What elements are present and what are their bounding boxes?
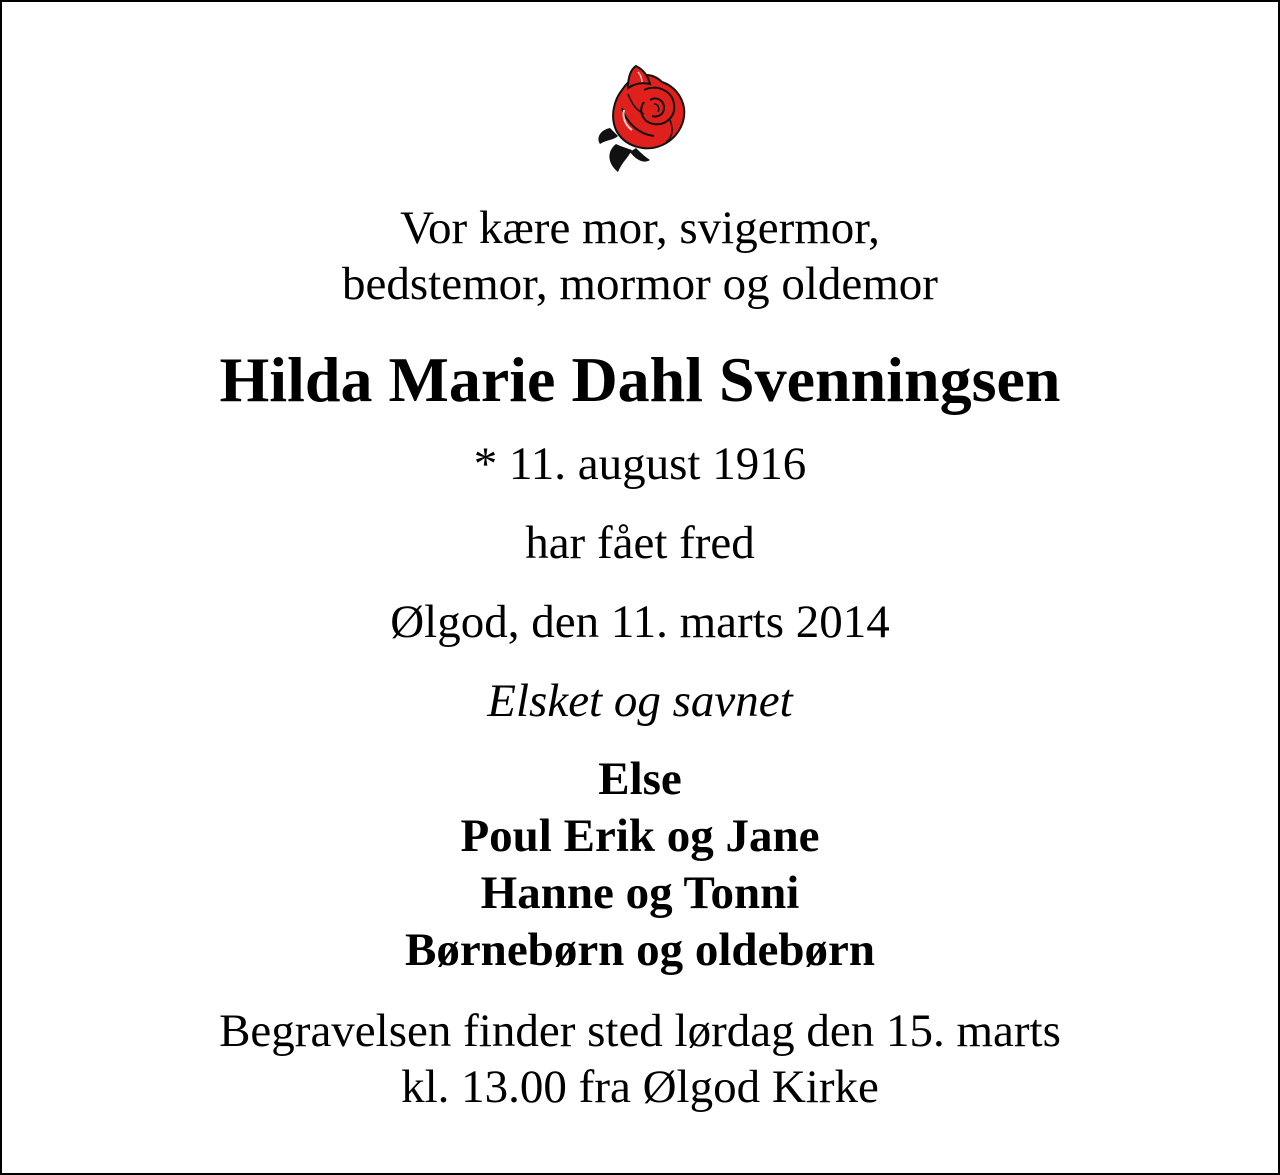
funeral-line-1: Begravelsen finder sted lørdag den 15. marts bbox=[219, 1005, 1061, 1057]
birth-date: * 11. august 1916 bbox=[473, 438, 807, 490]
rose-icon bbox=[592, 60, 692, 174]
family-member: Hanne og Tonni bbox=[480, 867, 800, 919]
place-and-date: Ølgod, den 11. marts 2014 bbox=[390, 596, 890, 648]
passing-text: har fået fred bbox=[525, 517, 755, 569]
funeral-details bbox=[2, 1003, 1278, 1115]
intro-text bbox=[2, 200, 1278, 312]
funeral-line-2: kl. 13.00 fra Ølgod Kirke bbox=[401, 1061, 879, 1113]
family-member: Poul Erik og Jane bbox=[460, 810, 820, 862]
family-member: Børnebørn og oldebørn bbox=[404, 924, 876, 976]
family-member: Else bbox=[598, 753, 682, 805]
intro-line-2: bedstemor, mormor og oldemor bbox=[342, 258, 938, 310]
tribute-text: Elsket og savnet bbox=[487, 675, 793, 727]
intro-line-1: Vor kære mor, svigermor, bbox=[400, 202, 880, 254]
deceased-name: Hilda Marie Dahl Svenningsen bbox=[219, 344, 1061, 415]
family-list bbox=[2, 751, 1278, 979]
